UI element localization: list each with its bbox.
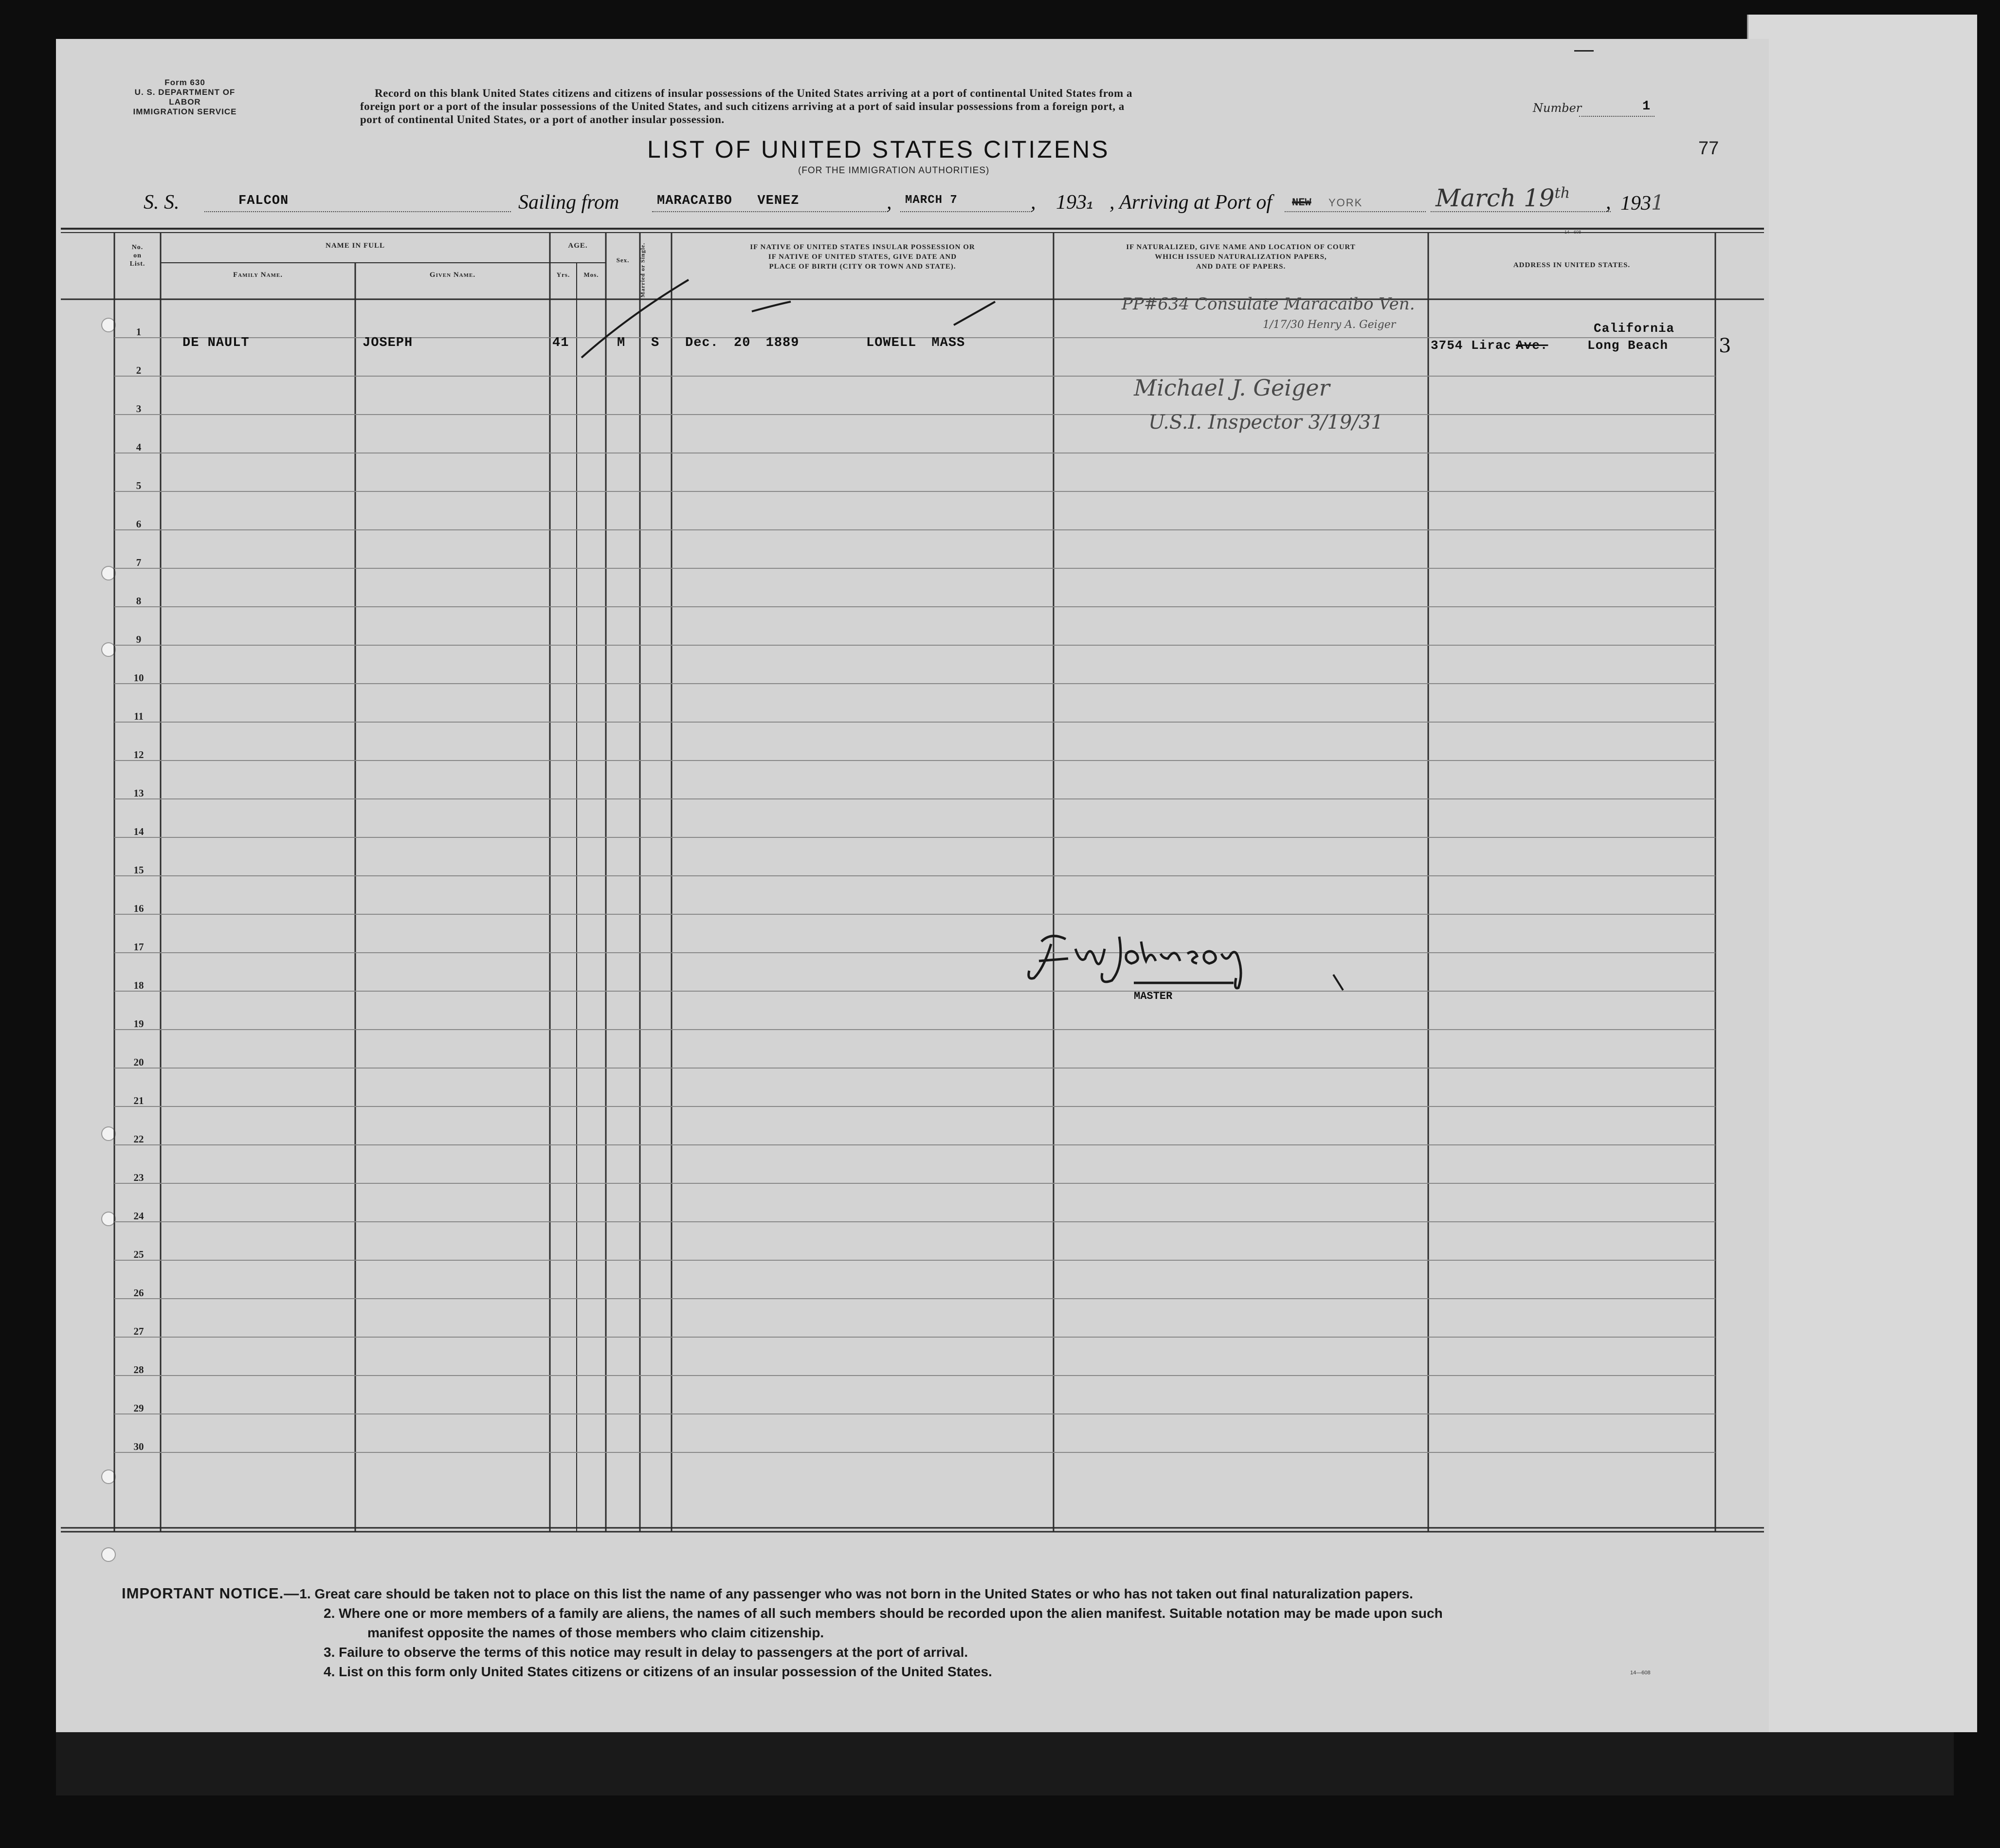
col-no-line: on xyxy=(133,252,142,259)
entry-age-yrs: 41 xyxy=(552,336,569,350)
entry-family-name: DE NAULT xyxy=(182,336,250,350)
number-value: 1 xyxy=(1642,99,1651,114)
row-number: 16 xyxy=(133,903,144,914)
inspector-name: Michael J. Geiger xyxy=(1134,375,1330,401)
row-number: 30 xyxy=(133,1441,144,1452)
row-number: 1 xyxy=(136,326,142,338)
notice-item-3: 3. Failure to observe the terms of this notice may result in delay to passengers at the port of arrival. xyxy=(324,1645,968,1660)
row-number: 11 xyxy=(134,710,144,722)
entry-birth-place: LOWELL MASS xyxy=(866,336,965,350)
comma: , xyxy=(1031,191,1036,214)
entry-naturalization-2: 1/17/30 Henry A. Geiger xyxy=(1263,319,1396,331)
department: U. S. DEPARTMENT OF LABOR xyxy=(134,88,236,107)
col-native-line: IF NATIVE OF UNITED STATES INSULAR POSSESSION OR xyxy=(750,243,975,251)
col-native-line: IF NATIVE OF UNITED STATES, GIVE DATE AND xyxy=(768,253,957,261)
row-number: 29 xyxy=(133,1402,144,1414)
notice-item-2b: manifest opposite the names of those members who claim citizenship. xyxy=(367,1625,824,1640)
col-nat-line: AND DATE OF PAPERS. xyxy=(1196,263,1286,271)
row-number: 26 xyxy=(133,1287,144,1299)
instruction-line: Record on this blank United States citizens and citizens of insular possessions of the United States arriving at a port of continental United States from a xyxy=(375,87,1132,99)
row-number: 10 xyxy=(133,672,144,684)
master-signature-strokes xyxy=(1029,936,1241,988)
col-no-line: List. xyxy=(129,260,145,268)
notice-item-2: 2. Where one or more members of a family are aliens, the names of all such members should be recorded upon the alien manifest. Suitable notation may be made upon such xyxy=(324,1606,1443,1621)
col-native-line: PLACE OF BIRTH (CITY OR TOWN AND STATE). xyxy=(769,263,956,271)
col-nat-line: IF NATURALIZED, GIVE NAME AND LOCATION OF COURT xyxy=(1126,243,1356,251)
row-number: 19 xyxy=(133,1018,144,1030)
entry-address-city: Long Beach xyxy=(1587,338,1669,353)
col-no-on-list xyxy=(114,243,161,268)
printer-code-bottom: 14—608 xyxy=(1630,1670,1651,1676)
comma: , xyxy=(887,191,892,214)
arrival-year-prefix: 193 xyxy=(1620,192,1651,215)
col-nat-line: WHICH ISSUED NATURALIZATION PAPERS, xyxy=(1155,253,1327,261)
col-mos: Mos. xyxy=(583,271,599,278)
col-naturalized xyxy=(1054,242,1428,272)
service: IMMIGRATION SERVICE xyxy=(133,107,237,116)
entry-birth-date: Dec. 20 1889 xyxy=(685,336,800,350)
row-number: 18 xyxy=(133,979,144,991)
form-number: Form 630 xyxy=(164,78,205,87)
arrival-date-sup: th xyxy=(1554,184,1570,202)
row-number: 8 xyxy=(136,595,142,607)
entry-margin-note: 3 xyxy=(1719,335,1731,357)
row-number: 14 xyxy=(133,826,144,837)
entry-sex: M xyxy=(617,336,626,350)
entry-given-name: JOSEPH xyxy=(363,336,413,350)
row-number: 9 xyxy=(136,634,142,645)
row-number: 27 xyxy=(133,1325,144,1337)
row-number: 22 xyxy=(133,1133,144,1145)
col-address: ADDRESS IN UNITED STATES. xyxy=(1513,261,1631,269)
col-name-in-full: NAME IN FULL xyxy=(325,242,385,250)
sailing-year-suffix: 1 xyxy=(1087,200,1093,212)
notice-heading: IMPORTANT NOTICE.— xyxy=(122,1585,300,1602)
row-number: 7 xyxy=(136,557,142,568)
row-number: 5 xyxy=(136,480,142,491)
form-subtitle: (FOR THE IMMIGRATION AUTHORITIES) xyxy=(798,165,990,176)
entry-marital: S xyxy=(651,336,660,350)
comma: , xyxy=(1606,191,1611,214)
arrival-date-hand: March 19 xyxy=(1436,184,1555,212)
sailing-from: MARACAIBO VENEZ xyxy=(657,194,800,208)
instruction-line: port of continental United States, or a port of another insular possession. xyxy=(360,113,725,126)
col-married-single: Married or Single. xyxy=(639,242,646,298)
port-name: YORK xyxy=(1328,197,1363,209)
row-number: 25 xyxy=(133,1249,144,1260)
row-number: 28 xyxy=(133,1364,144,1376)
number-label: Number xyxy=(1533,101,1582,115)
page-number: 77 xyxy=(1698,138,1719,159)
row-number: 6 xyxy=(136,518,142,530)
important-notice xyxy=(122,1584,1727,1682)
arriving-label: , Arriving at Port of xyxy=(1109,191,1273,214)
entry-address-street: 3754 Lirac xyxy=(1431,338,1512,353)
row-number: 23 xyxy=(133,1172,144,1183)
sailing-year-prefix: 193 xyxy=(1056,191,1087,214)
inspector-title: U.S.I. Inspector 3/19/31 xyxy=(1148,411,1383,434)
row-number: 21 xyxy=(133,1095,144,1106)
notice-row-1 xyxy=(122,1584,1727,1604)
row-number: 3 xyxy=(136,403,142,415)
master-label: MASTER xyxy=(1134,990,1173,1002)
ship-name: FALCON xyxy=(238,194,289,208)
printer-code: 14—608 xyxy=(1564,230,1582,235)
sailing-date: MARCH 7 xyxy=(905,194,958,207)
row-number: 15 xyxy=(133,864,144,876)
form-title: LIST OF UNITED STATES CITIZENS xyxy=(647,136,1110,163)
row-number: 13 xyxy=(133,787,144,799)
row-number: 17 xyxy=(133,941,144,953)
entry-address-struck: Ave. xyxy=(1516,338,1548,353)
ss-label: S. S. xyxy=(144,191,180,214)
entry-naturalization-1: PP#634 Consulate Maracaibo Ven. xyxy=(1122,294,1415,314)
col-native-of-us xyxy=(672,242,1054,272)
sailing-from-label: Sailing from xyxy=(518,191,619,214)
row-number: 24 xyxy=(133,1210,144,1222)
row-number: 4 xyxy=(136,441,142,453)
col-sex: Sex. xyxy=(616,256,630,264)
instruction-line: foreign port or a port of the insular possessions of the United States, and such citizens arriving at a port of said insular possessions from a foreign port, a xyxy=(360,100,1125,112)
notice-item-1: 1. Great care should be taken not to place on this list the name of any passenger who was not born in the United States or who has not taken out final naturalization papers. xyxy=(299,1586,1413,1601)
col-family-name: Family Name. xyxy=(233,271,283,279)
col-no-line: No. xyxy=(131,244,144,251)
col-age: AGE. xyxy=(568,242,588,250)
entry-address-state: California xyxy=(1594,321,1675,336)
notice-item-4: 4. List on this form only United States citizens or citizens of an insular possession of the United States. xyxy=(324,1664,992,1679)
col-given-name: Given Name. xyxy=(429,271,476,279)
col-yrs: Yrs. xyxy=(556,271,570,278)
row-number: 12 xyxy=(133,749,144,761)
row-number: 2 xyxy=(136,364,142,376)
row-number: 20 xyxy=(133,1056,144,1068)
arrival-year-suffix: 1 xyxy=(1651,191,1664,215)
port-struck: NEW xyxy=(1292,197,1311,209)
